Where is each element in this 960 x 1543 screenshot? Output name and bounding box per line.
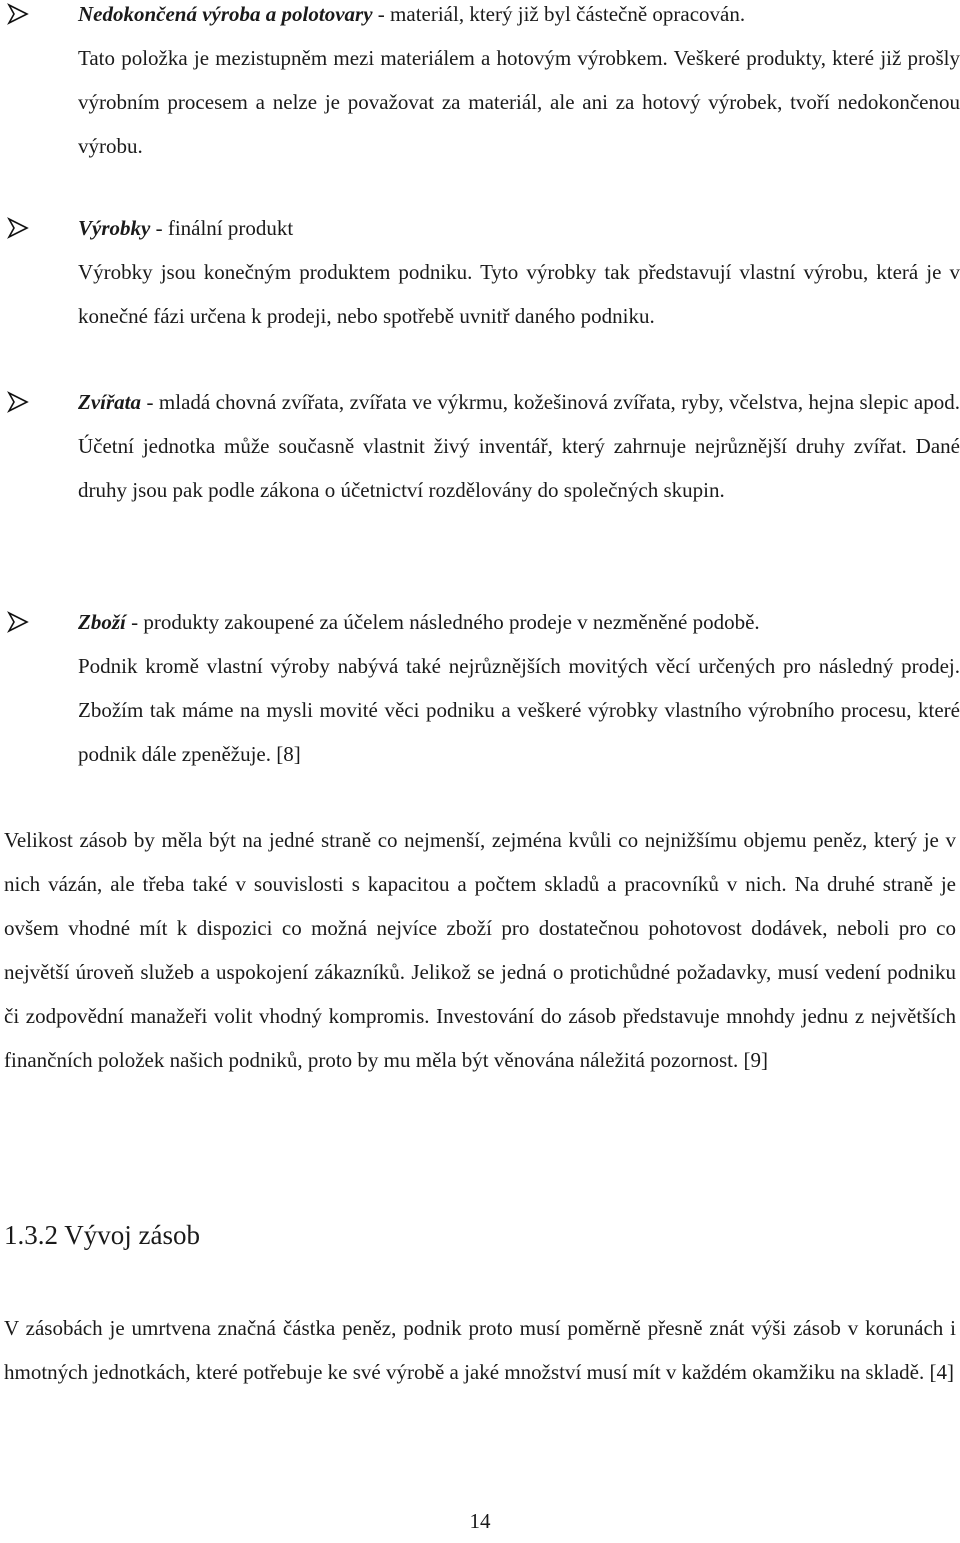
bullet-heading bbox=[78, 380, 960, 512]
body-paragraph: Velikost zásob by měla být na jedné straně co nejmenší, zejména kvůli co nejnižšímu objemu peněz, který je v nich vázán, ale třeba také v souvislosti s kapacitou a počtem skladů a pracovníků v nich. Na druhé straně je ovšem vhodné mít k dispozici co možná nejvíce zboží pro dostatečnou pohotovost dodávek, neboli pro co největší úroveň služeb a uspokojení zákazníků. Jelikož se jedná o protichůdné požadavky, musí vedení podniku či zodpovědní manažeři volit vhodný kompromis. Investování do zásob představuje mnohdy jednu z největších finančních položek našich podniků, proto by mu měla být věnována náležitá pozornost. [9] bbox=[4, 828, 956, 1072]
bullet-lead: - mladá chovná zvířata, zvířata ve výkrmu, kožešinová zvířata, ryby, včelstva, hejna slepic apod. Účetní jednotka může současně vlastnit živý inventář, který zahrnuje nejrůznější druhy zvířat. Dané druhy jsou pak podle zákona o účetnictví rozdělovány do společných skupin. bbox=[78, 390, 960, 502]
bullet-lead: - materiál, který již byl částečně opracován. bbox=[372, 2, 746, 26]
arrowhead-bullet-icon bbox=[7, 391, 29, 413]
body-paragraph: V zásobách je umrtvena značná částka peněz, podnik proto musí poměrně přesně znát výši zásob v korunách i hmotných jednotkách, které potřebuje ke své výrobě a jaké množství musí mít v každém okamžiku na skladě. [4] bbox=[4, 1316, 956, 1384]
bullet-item bbox=[0, 600, 960, 776]
bullet-body: Tato položka je mezistupněm mezi materiálem a hotovým výrobkem. Veškeré produkty, které již prošly výrobním procesem a nelze je považovat za materiál, ale ani za hotový výrobek, tvoří nedokončenou výrobu. bbox=[78, 46, 960, 158]
bullet-body: Podnik kromě vlastní výroby nabývá také nejrůznějších movitých věcí určených pro následný prodej. Zbožím tak máme na mysli movité věci podniku a veškeré výrobky vlastního výrobního procesu, které podnik dále zpeněžuje. [8] bbox=[78, 654, 960, 766]
bullet-item bbox=[0, 380, 960, 512]
bullet-term: Nedokončená výroba a polotovary bbox=[78, 2, 373, 26]
bullet-item bbox=[0, 206, 960, 338]
bullet-heading bbox=[78, 600, 960, 644]
arrowhead-bullet-icon bbox=[7, 217, 29, 239]
arrowhead-bullet-icon bbox=[7, 611, 29, 633]
section-heading: 1.3.2 Vývoj zásob bbox=[4, 1220, 200, 1250]
bullet-term: Výrobky bbox=[78, 216, 151, 240]
bullet-heading bbox=[78, 0, 960, 36]
bullet-item bbox=[0, 0, 960, 168]
bullet-body: Výrobky jsou konečným produktem podniku. Tyto výrobky tak představují vlastní výrobu, která je v konečné fázi určena k prodeji, nebo spotřebě uvnitř daného podniku. bbox=[78, 260, 960, 328]
bullet-lead: - produkty zakoupené za účelem následného prodeje v nezměněné podobě. bbox=[125, 610, 760, 634]
arrowhead-bullet-icon bbox=[7, 3, 29, 25]
page-number: 14 bbox=[469, 1509, 491, 1533]
bullet-lead: - finální produkt bbox=[150, 216, 294, 240]
bullet-term: Zboží bbox=[78, 610, 126, 634]
bullet-term: Zvířata bbox=[78, 390, 141, 414]
bullet-heading bbox=[78, 206, 960, 250]
